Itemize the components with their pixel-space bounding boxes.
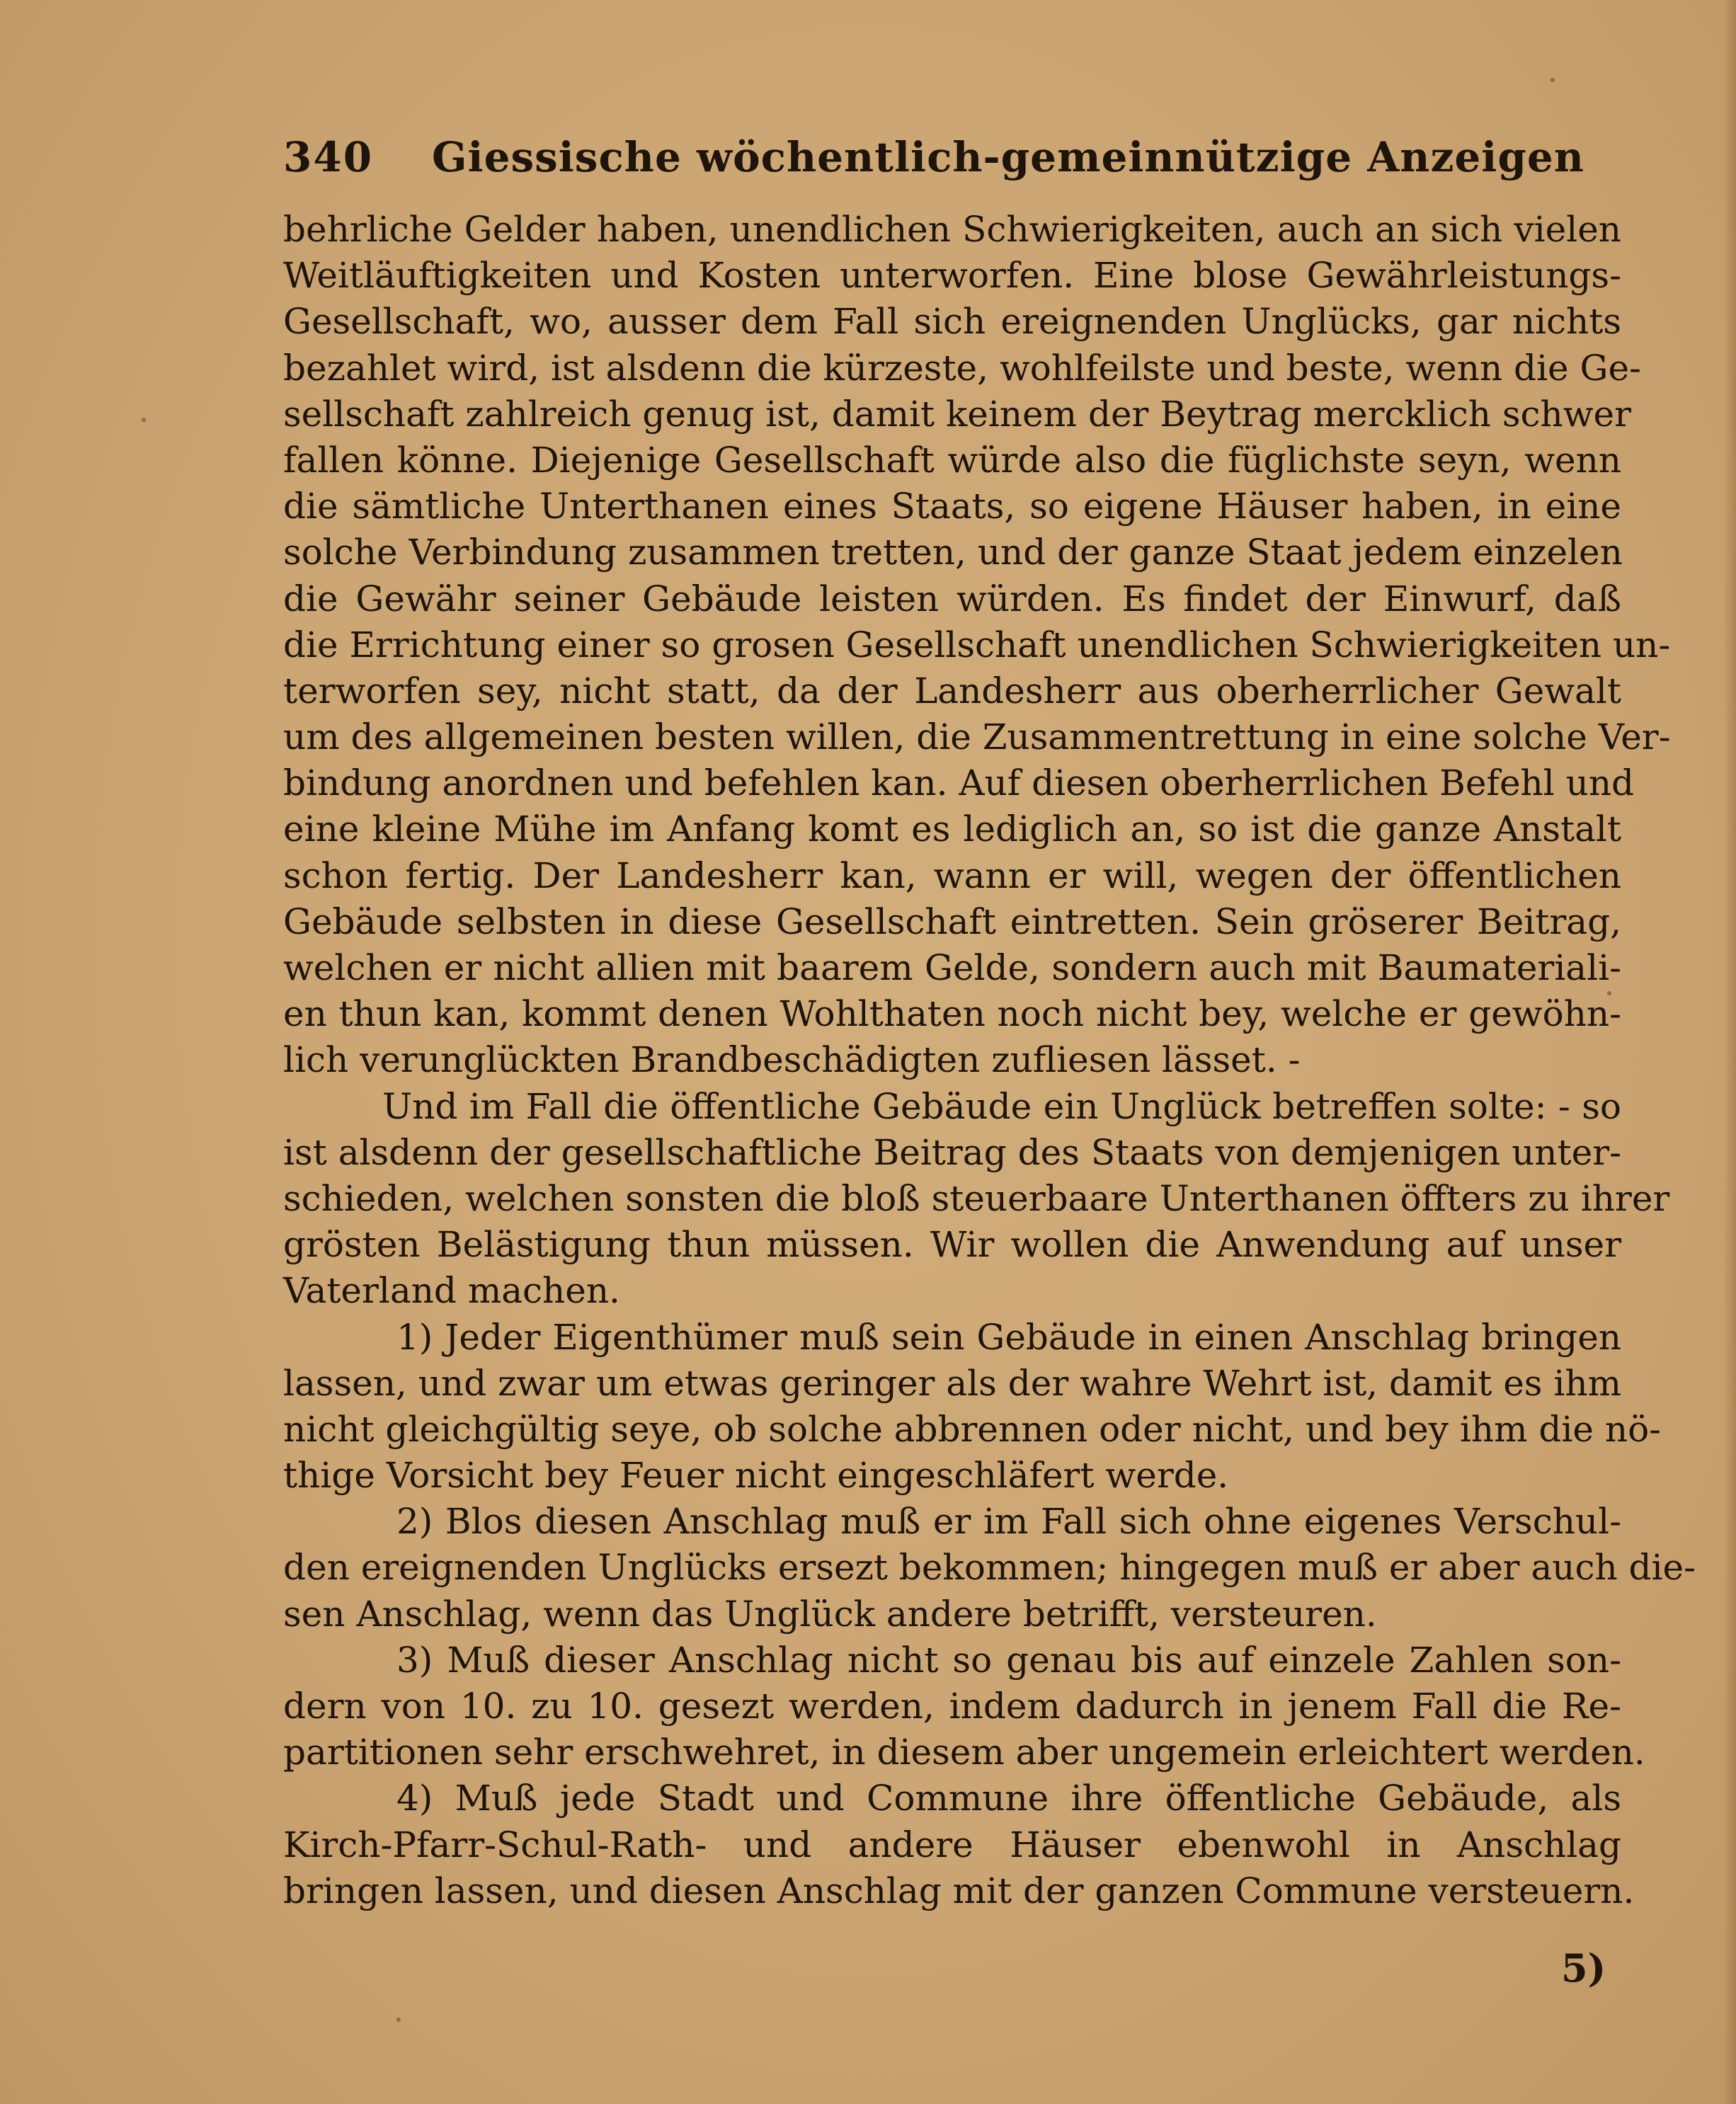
text-line: lich verunglückten Brandbeschädigten zufliesen lässet. - [283,1039,1301,1081]
text-line: Weitläuftigkeiten und Kosten unterworfen. Eine blose Gewährleistungs- [283,255,1621,297]
text-line: Vaterland machen. [283,1270,620,1312]
text-line: schieden, welchen sonsten die bloß steuerbaare Unterthanen öffters zu ihrer [283,1177,1670,1219]
text-line: thige Vorsicht bey Feuer nicht eingeschläfert werde. [283,1455,1229,1497]
text-line: die Gewähr seiner Gebäude leisten würden. Es findet der Einwurf, daß [283,578,1621,619]
body-text [283,207,1696,1914]
running-title: Giessische wöchentlich-gemeinnützige Anzeigen [432,133,1584,181]
text-line: dern von 10. zu 10. gesezt werden, indem dadurch in jenem Fall die Re- [283,1686,1621,1727]
numbered-item-line: 2) Blos diesen Anschlag muß er im Fall sich ohne eigenes Verschul- [396,1501,1621,1543]
text-line: Kirch-Pfarr-Schul-Rath- und andere Häuser ebenwohl in Anschlag [283,1824,1621,1865]
text-line: partitionen sehr erschwehret, in diesem aber ungemein erleichtert werden. [283,1732,1645,1773]
text-line: die Errichtung einer so grosen Gesellschaft unendlichen Schwierigkeiten un- [283,624,1671,665]
text-line: fallen könne. Diejenige Gesellschaft würde also die füglichste seyn, wenn [283,439,1621,481]
page-edge-shadow [1723,0,1736,2104]
paper-speck [396,2018,401,2022]
text-line: den ereignenden Unglücks ersezt bekommen; hingegen muß er aber auch die- [283,1547,1696,1589]
text-line: Gebäude selbsten in diese Gesellschaft eintretten. Sein gröserer Beitrag, [283,901,1621,942]
running-header [283,127,1584,191]
text-line: schon fertig. Der Landesherr kan, wann er will, wegen der öffentlichen [283,854,1621,896]
text-line: grösten Belästigung thun müssen. Wir wollen die Anwendung auf unser [283,1224,1621,1266]
text-line: die sämtliche Unterthanen eines Staats, so eigene Häuser haben, in eine [283,486,1621,527]
text-line: bringen lassen, und diesen Anschlag mit der ganzen Commune versteuern. [283,1870,1635,1911]
text-line: bindung anordnen und befehlen kan. Auf diesen oberherrlichen Befehl und [283,762,1635,804]
paper-speck [1607,991,1611,995]
text-line: en thun kan, kommt denen Wohlthaten noch nicht bey, welche er gewöhn- [283,993,1621,1035]
text-line: solche Verbindung zusammen tretten, und der ganze Staat jedem einzelen [283,532,1623,573]
text-line: eine kleine Mühe im Anfang komt es lediglich an, so ist die ganze Anstalt [283,808,1621,850]
page-number: 340 [283,133,374,181]
numbered-item-line: 4) Muß jede Stadt und Commune ihre öffentliche Gebäude, als [396,1778,1621,1819]
catchword: 5) [1561,1945,1606,1991]
text-line: bezahlet wird, ist alsdenn die kürzeste, wohlfeilste und beste, wenn die Ge- [283,347,1641,389]
text-line: nicht gleichgültig seye, ob solche abbrennen oder nicht, und bey ihm die nö- [283,1408,1662,1450]
text-line: behrliche Gelder haben, unendlichen Schwierigkeiten, auch an sich vielen [283,209,1621,250]
text-line: ist alsdenn der gesellschaftliche Beitrag des Staats von demjenigen unter- [283,1131,1621,1173]
text-line: lassen, und zwar um etwas geringer als der wahre Wehrt ist, damit es ihm [283,1362,1621,1404]
numbered-item-line: 1) Jeder Eigenthümer muß sein Gebäude in einen Anschlag bringen [396,1316,1621,1358]
text-line: sellschaft zahlreich genug ist, damit keinem der Beytrag mercklich schwer [283,393,1632,435]
text-line: um des allgemeinen besten willen, die Zusammentrettung in eine solche Ver- [283,716,1671,758]
paper-speck [1551,78,1555,82]
text-line: sen Anschlag, wenn das Unglück andere betrifft, versteuren. [283,1593,1377,1635]
numbered-item-line: 3) Muß dieser Anschlag nicht so genau bis auf einzele Zahlen son- [396,1639,1621,1681]
text-line: welchen er nicht allien mit baarem Gelde, sondern auch mit Baumateriali- [283,947,1621,988]
text-line: terworfen sey, nicht statt, da der Landesherr aus oberherrlicher Gewalt [283,670,1621,711]
paper-speck [142,418,146,422]
text-line: Gesellschaft, wo, ausser dem Fall sich ereignenden Unglücks, gar nichts [283,301,1621,343]
paragraph-start-line: Und im Fall die öffentliche Gebäude ein Unglück betreffen solte: - so [382,1085,1621,1127]
